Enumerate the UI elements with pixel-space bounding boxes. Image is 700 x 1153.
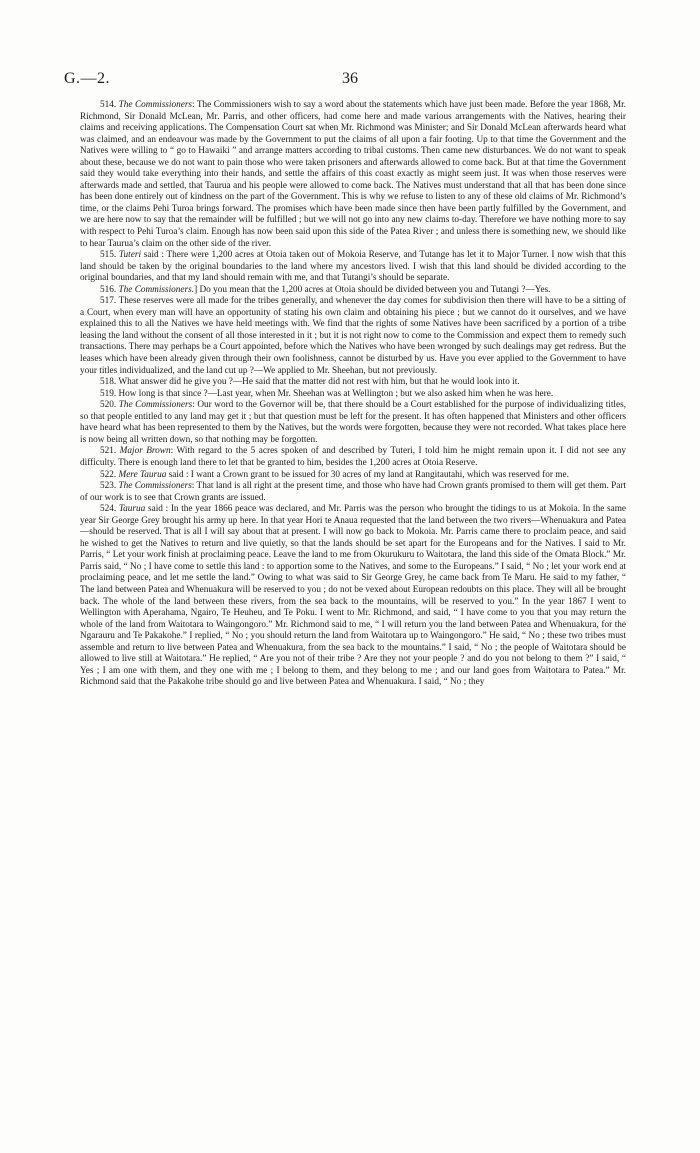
speaker-name: The Commissioners: [118, 400, 193, 411]
paragraph-521: [80, 446, 626, 469]
speaker-separator: :: [170, 446, 174, 457]
speaker-name: The Commissioners: [118, 481, 192, 492]
paragraph-text: What answer did he give you ?—He said that the matter did not rest with him, but that he would look into it.: [118, 377, 520, 388]
paragraph-text: Our word to the Governor will be, that there should be a Court established for the purpose of individualizing titles, so that people entitled to any land may get it ; but that question must be left for the present. It has often happened that Ministers and other officers have heard what has been represented to them by the Natives, but the words were forgotten, because they were not recorded. What takes place here is now being all written down, so that nothing may be forgotten.: [80, 400, 627, 445]
paragraph-text: said : I want a Crown grant to be issued for 30 acres of my land at Rangitautahi, which was reserved for me.: [166, 469, 569, 480]
paragraph-text: That land is all right at the present time, and those who have had Crown grants promised to them will get them. Part of our work is to see that Crown grants are issued.: [80, 481, 626, 503]
paragraph-text: Do you mean that the 1,200 acres at Otoia should be divided between you and Tutangi ?—Yes.: [197, 284, 551, 295]
paragraph-number: 517.: [100, 296, 117, 307]
paragraph-515: [80, 250, 626, 285]
paragraph-number: 515.: [100, 250, 117, 261]
paragraph-number: 520.: [100, 400, 117, 411]
speaker-name: Major Brown: [119, 446, 171, 457]
paragraph-number: 514.: [100, 100, 117, 110]
speaker-name: Taurua: [118, 504, 146, 515]
paragraph-text: With regard to the 5 acres spoken of and described by Tuteri, I told him he might remain upon it. I did not see any difficulty. There is enough land there to let that be granted to him, besides the 1,200 acres at Otoia Reserve.: [80, 446, 626, 468]
paragraph-514: [80, 100, 626, 250]
paragraph-524: [80, 504, 626, 689]
paragraph-number: 516.: [100, 284, 117, 295]
paragraph-523: [80, 481, 626, 504]
paragraph-text: said : In the year 1866 peace was declared, and Mr. Parris was the person who brought the tidings to us at Mokoia. In the same year Sir George Grey brought his army up here. In that year Hori te Anaua requested that the land between the two rivers—Whenuakura and Patea—should be reserved. That is all I will say about that at present. I will now go back to Mokoia. Mr. Parris came there to proclaim peace, and said he wished to get the Natives to return and live quietly, so that the lands should be set apart for the Europeans and for the Natives. I said to Mr. Parris, “ Let your work finish at proclaiming peace. Leave the land to me from Okurukuru to Waitotara, the land this side of the Omata Block.” Mr. Parris said, “ No ; I have come to settle this land : to apportion some to the Natives, and some to the Europeans.” I said, “ No ; let your work end at proclaiming peace, and let me settle the land.” Owing to what was said to Sir George Grey, he came back from Te Maru. He said to my father, “ The land between Patea and Whenuakura will be reserved to you ; do not be vexed about European redoubts on this place. They will all be brought back. The whole of the land between these rivers, from the sea back to the mountains, will be reserved to you.” In the year 1867 I went to Wellington with Aperahama, Ngairo, Te Heuheu, and Te Poku. I went to Mr. Richmond, and said, “ I have come to you that you may return the whole of the land from Waitotara to Waingongoro.” Mr. Richmond said to me, “ I will return you the land between Patea and Whenuakura, for the Ngarauru and Te Pakakohe.” I replied, “ No ; you should return the land from Waitotara up to Waingongoro.” He said, “ No ; these two tribes must assemble and return to live between Patea and Whenuakura, from the sea back to the mountains.” I said, “ No ; the people of Waitotara should be allowed to live still at Waitotara.” He replied, “ Are you not of their tribe ? Are they not your people ? and do you not belong to them ?” I said, “ Yes ; I am one with them, and they one with me ; I belong to them, and they belong to me ; and our land goes from Waitotara to Patea.” Mr. Richmond said that the Pakakohe tribe should go and live between Patea and Whenuakura. I said, “ No ; they: [80, 504, 626, 688]
paragraph-text: These reserves were all made for the tribes generally, and whenever the day comes for subdivision then there will have to be a sitting of a Court, when every man will have an opportunity of stating his own claim and obtaining his piece ; but we cannot do it ourselves, and we have explained this to all the Natives we have held meetings with. We find that the rights of some Natives have been sacrificed by a portion of a tribe leasing the land without the consent of all those interested in it ; but it is not right now to come to the Commission and expect them to remedy such transactions. There may perhaps be a Court appointed, before which the Natives who have been wronged by such dealings may get redress. But the leases which have been already given through their own foolishness, cannot be disturbed by us. Have you ever applied to the Government to have your titles individualized, and the land cut up ?—We applied to Mr. Sheehan, but not previously.: [80, 296, 626, 376]
paragraph-520: [80, 400, 626, 446]
speaker-name: The Commissioners.: [118, 284, 195, 295]
paragraph-518: [80, 377, 626, 389]
paragraph-text: How long is that since ?—Last year, when Mr. Sheehan was at Wellington ; but we also asked him when he was here.: [118, 388, 554, 399]
paragraph-number: 523.: [100, 481, 117, 492]
paragraph-519: [80, 389, 626, 401]
speaker-name: Tuteri: [118, 250, 142, 261]
speaker-separator: :: [192, 400, 195, 411]
paragraph-516: [80, 285, 626, 297]
speaker-name: Mere Taurua: [118, 469, 167, 480]
paragraph-text: said : There were 1,200 acres at Otoia taken out of Mokoia Reserve, and Tutange has let it to Major Turner. I now wish that this land should be taken by the original boundaries to the land where my ancestors lived. I wish that this land should be divided according to the original boundaries, and that my land should remain with me, and that Tutangi’s should be separate.: [80, 250, 627, 284]
paragraph-number: 519.: [100, 388, 117, 399]
speaker-separator: ]: [194, 284, 198, 295]
paragraph-number: 524.: [100, 504, 117, 515]
document-reference: G.—2.: [64, 70, 111, 87]
paragraph-number: 518.: [100, 377, 117, 388]
speaker-separator: :: [192, 100, 195, 110]
page-header: [64, 70, 636, 92]
paragraph-517: [80, 296, 626, 377]
paragraph-522: [80, 470, 626, 482]
paragraph-text: The Commissioners wish to say a word about the statements which have just been made. Before the year 1868, Mr. Richmond, Sir Donald McLean, Mr. Parris, and other officers, had come here and made various arrangements with the Natives, hearing their claims and receiving applications. The Compensation Court sat when Mr. Richmond was Minister; and Sir Donald McLean afterwards heard what was claimed, and an endeavour was made by the Government to put the claims of all upon a fair footing. Up to that time the Government and the Natives were willing to “ go to Hawaiki ” and arrange matters according to tribal customs. Then came new disturbances. We do not want to speak about these, because we do not want to pain those who were taken prisoners and afterwards allowed to come back. But at that time the Government said they would take everything into their hands, and settle the affairs of this coast exactly as might seem just. It was when those reserves were afterwards made and settled, that Taurua and his people were allowed to come back. The Natives must understand that all that has been done since has been done entirely out of kindness on the part of the Government. This is why we refuse to listen to any of these old claims of Mr. Richmond’s time, or the claims Pehi Turoa brings forward. The promises which have been made since then have been partly fulfilled by the Government, and we are here now to say that the remainder will be fulfilled ; but we will not go into any new claims to-day. Therefore we have nothing more to say with respect to Pehi Turoa’s claim. Enough has now been said upon this side of the Patea River ; and unless there is something new, we should like to hear Taurua’s claim on the other side of the river.: [80, 100, 626, 249]
paragraph-number: 522.: [100, 469, 117, 480]
paragraph-number: 521.: [100, 446, 117, 457]
page-number: 36: [342, 70, 358, 87]
document-body: [80, 100, 626, 689]
speaker-name: The Commissioners: [118, 100, 193, 110]
speaker-separator: :: [191, 481, 195, 492]
